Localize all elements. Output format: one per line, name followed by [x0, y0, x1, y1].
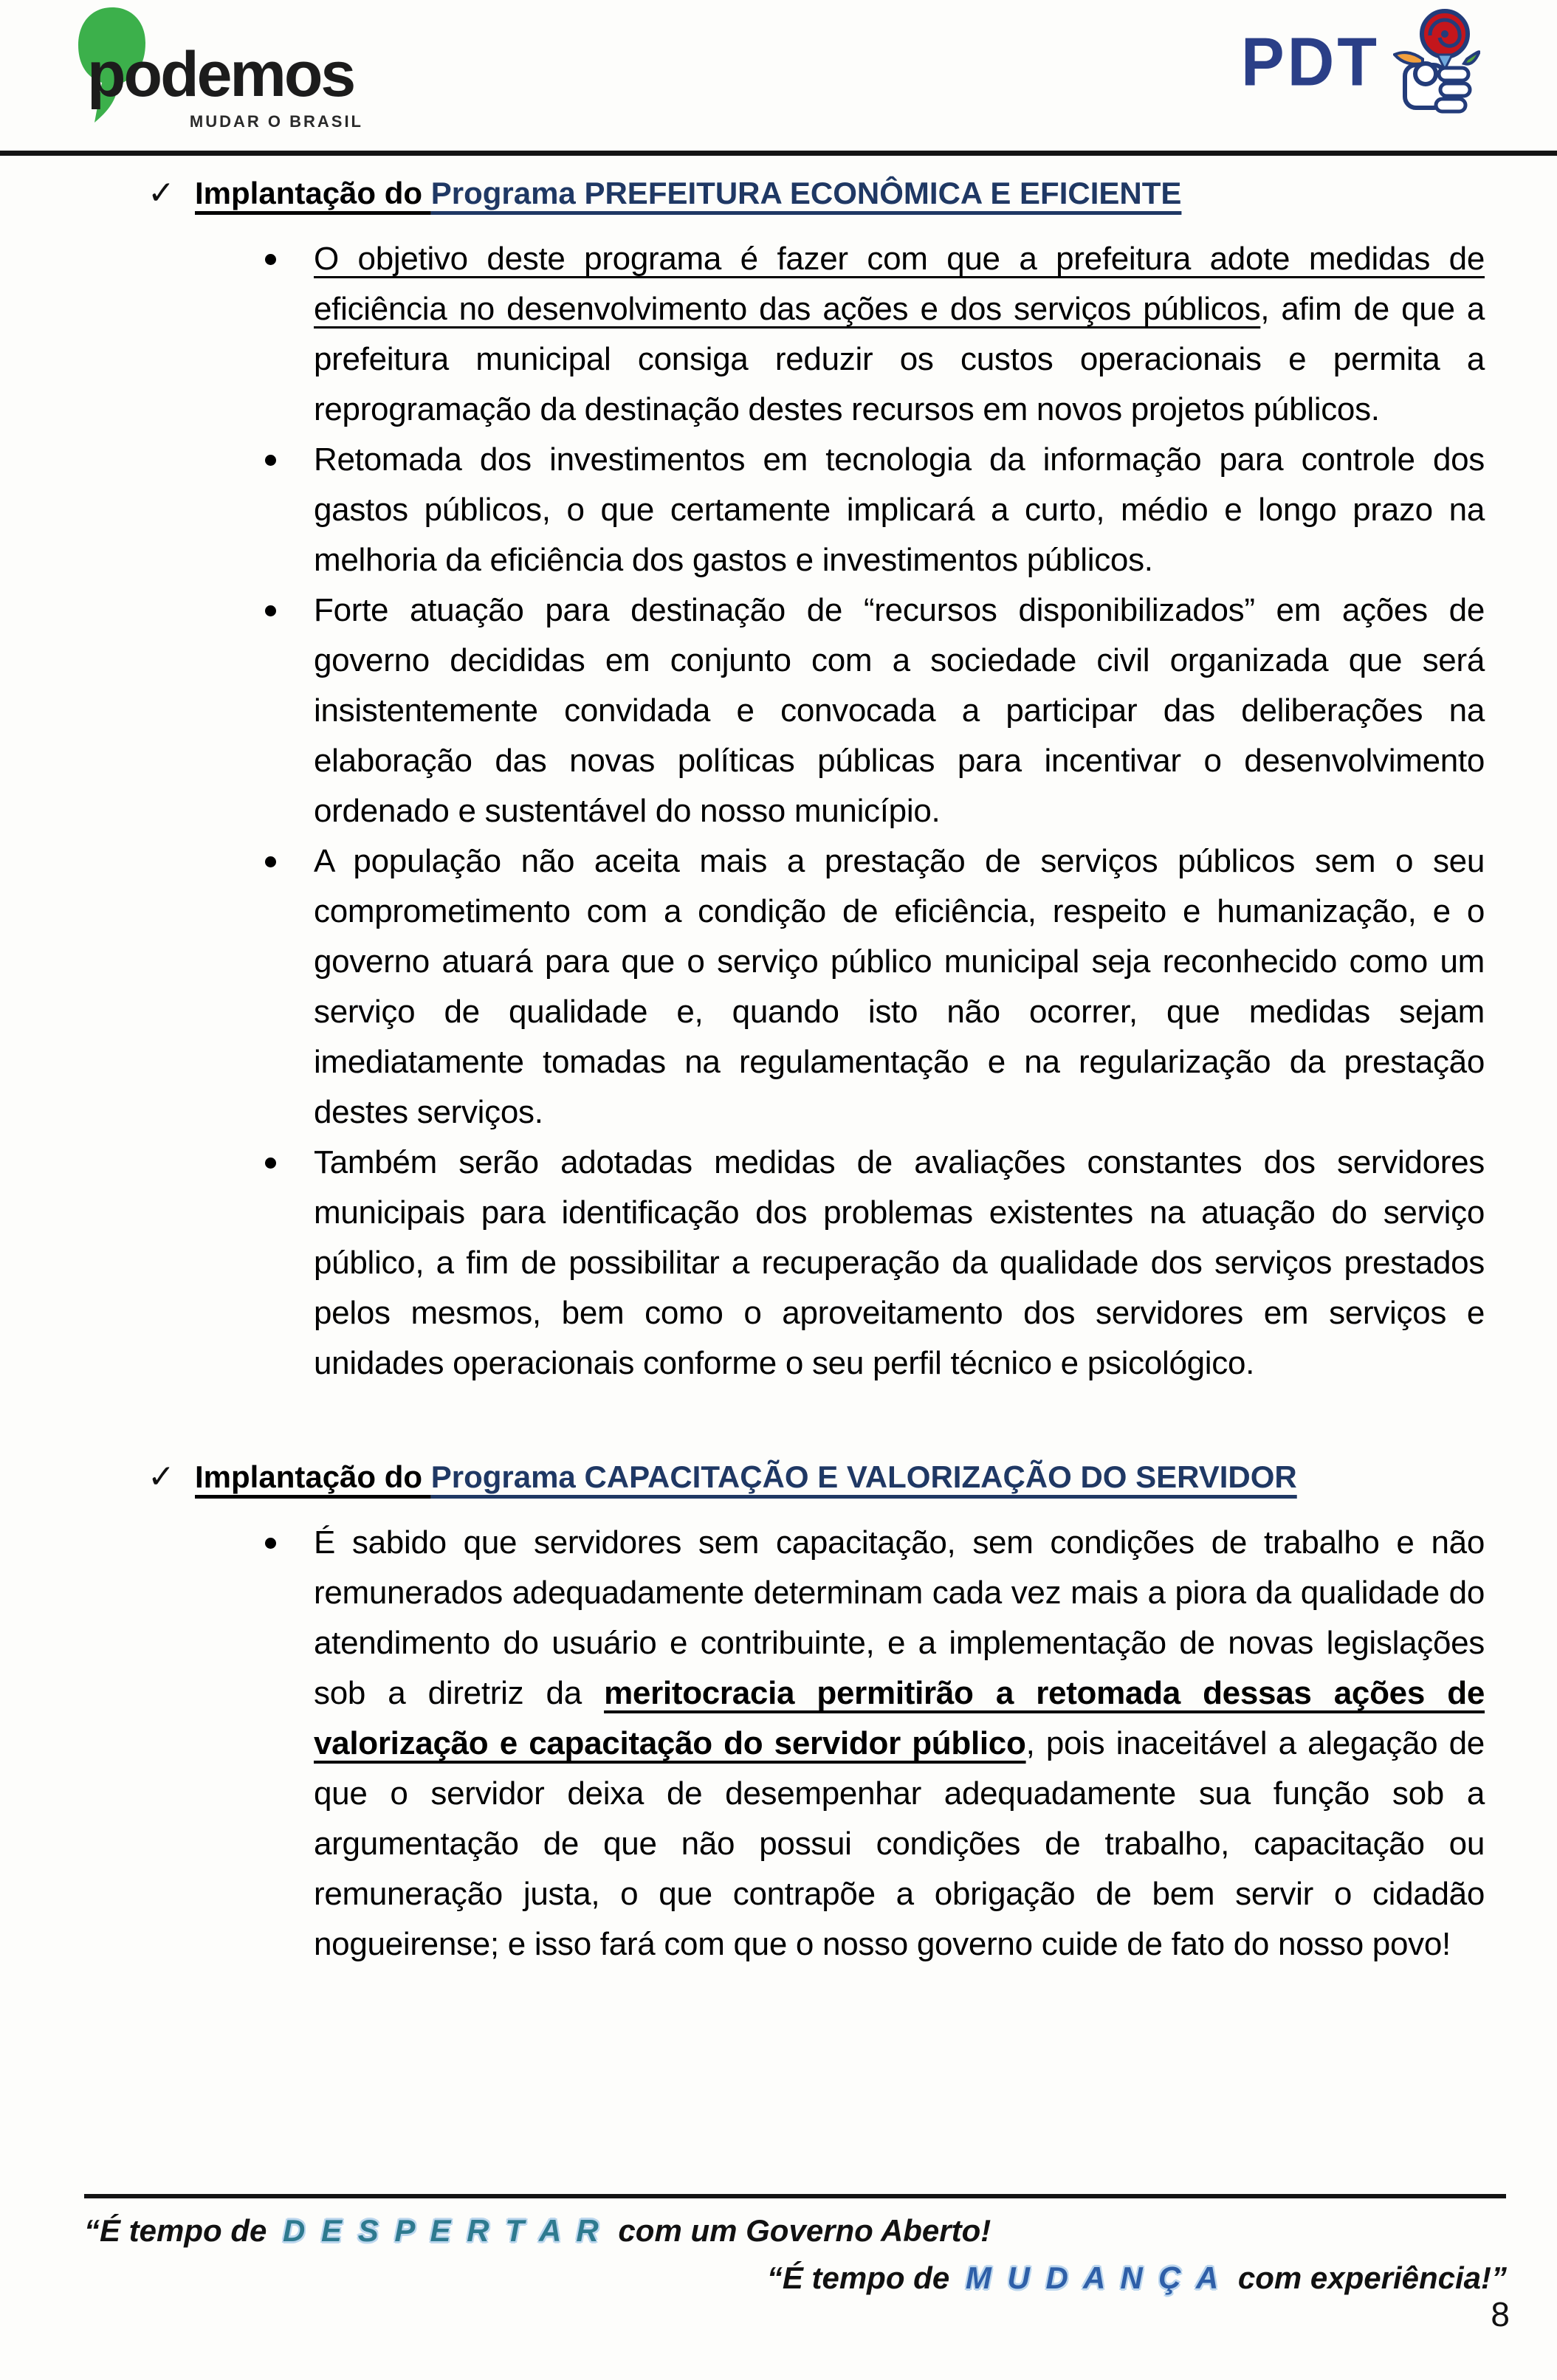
program-section: [0, 173, 1557, 1389]
section-heading-text: [195, 1459, 1297, 1494]
heading-program-name: Programa CAPACITAÇÃO E VALORIZAÇÃO DO SERVIDOR: [430, 1459, 1297, 1494]
bullet-item: [314, 585, 1485, 836]
text-segment: , pois inaceitável a alegação de que o servidor deixa de desempenhar adequadamente sua função sob a argumentação de que não possui condições de trabalho, capacitação ou remuneração justa, o que contrapõe a obrigação de bem servir o cidadão nogueirense; e isso fará com que o nosso governo cuide de fato do nosso povo!: [314, 1725, 1485, 1962]
bullet-list: [314, 1518, 1485, 1970]
despertar-highlight: D E S P E R T A R: [283, 2213, 602, 2248]
quote-prefix: “É tempo de: [84, 2213, 276, 2248]
pdt-logo: [1241, 4, 1480, 120]
mudanca-highlight: M U D A N Ç A: [965, 2260, 1223, 2295]
bullet-item: [314, 435, 1485, 585]
check-icon: ✓: [148, 175, 175, 211]
heading-program-name: Programa PREFEITURA ECONÔMICA E EFICIENTE: [430, 176, 1182, 210]
page-header: [0, 0, 1557, 151]
podemos-logo: [68, 3, 363, 134]
footer-quote-despertar: [84, 2213, 991, 2249]
section-heading: [148, 173, 1483, 213]
footer-quote-mudanca: [767, 2260, 1507, 2296]
header-divider: [0, 151, 1557, 156]
bullet-item: [314, 836, 1485, 1138]
check-icon: ✓: [148, 1459, 175, 1495]
quote-prefix: “É tempo de: [766, 2260, 958, 2295]
text-segment: meritocracia permitirão a retomada dessas ações de valorização e capacitação do servidor público: [314, 1675, 1485, 1761]
quote-suffix: com experiência!”: [1229, 2260, 1507, 2295]
heading-prefix: Implantação do: [195, 1459, 431, 1494]
text-segment: , afim de que a prefeitura municipal consiga reduzir os custos operacionais e permita a reprogramação da destinação destes recursos em novos projetos públicos.: [314, 291, 1485, 427]
text-segment: Também serão adotadas medidas de avaliações constantes dos servidores municipais para identificação dos problemas existentes na atuação do serviço público, a fim de possibilitar a recuperação da qualidade dos serviços prestados pelos mesmos, bem como o aproveitamento dos servidores em serviços e unidades operacionais conforme o seu perfil técnico e psicológico.: [314, 1144, 1485, 1381]
text-segment: Forte atuação para destinação de “recursos disponibilizados” em ações de governo decididas em conjunto com a sociedade civil organizada que será insistentemente convidada e convocada a participar das deliberações na elaboração das novas políticas públicas para incentivar o desenvolvimento ordenado e sustentável do nosso município.: [314, 592, 1485, 829]
pdt-rose-fist-icon: [1393, 6, 1480, 118]
document-body: [0, 173, 1557, 1970]
page-number: 8: [1491, 2295, 1510, 2333]
pdt-wordmark: PDT: [1241, 23, 1380, 100]
bullet-list: [314, 234, 1485, 1389]
text-segment: Retomada dos investimentos em tecnologia da informação para controle dos gastos públicos, o que certamente implicará a curto, médio e longo prazo na melhoria da eficiência dos gastos e investimentos públicos.: [314, 441, 1485, 578]
heading-prefix: Implantação do: [195, 176, 431, 210]
text-segment: O objetivo deste programa é fazer com que a prefeitura adote medidas de eficiência no desenvolvimento das ações e dos serviços públicos: [314, 241, 1485, 327]
section-heading: [148, 1456, 1483, 1497]
text-segment: A população não aceita mais a prestação de serviços públicos sem o seu comprometimento com a condição de eficiência, respeito e humanização, e o governo atuará para que o serviço público municipal seja reconhecido como um serviço de qualidade e, quando isto não ocorrer, que medidas sejam imediatamente tomadas na regulamentação e na regularização da prestação destes serviços.: [314, 843, 1485, 1130]
bullet-item: [314, 1518, 1485, 1970]
text-segment: É sabido que servidores sem capacitação, sem condições de trabalho e não remunerados adequadamente determinam cada vez mais a piora da qualidade do atendimento do usuário e contribuinte, e a implementação de novas legislações sob a diretriz da: [314, 1524, 1485, 1711]
footer-divider: [84, 2194, 1506, 2198]
bullet-item: [314, 1138, 1485, 1389]
quote-suffix: com um Governo Aberto!: [609, 2213, 991, 2248]
podemos-wordmark: podemos: [87, 39, 354, 110]
bullet-item: [314, 234, 1485, 435]
section-heading-text: [195, 176, 1181, 210]
program-section: [0, 1456, 1557, 1970]
podemos-tagline: MUDAR O BRASIL: [189, 112, 363, 131]
